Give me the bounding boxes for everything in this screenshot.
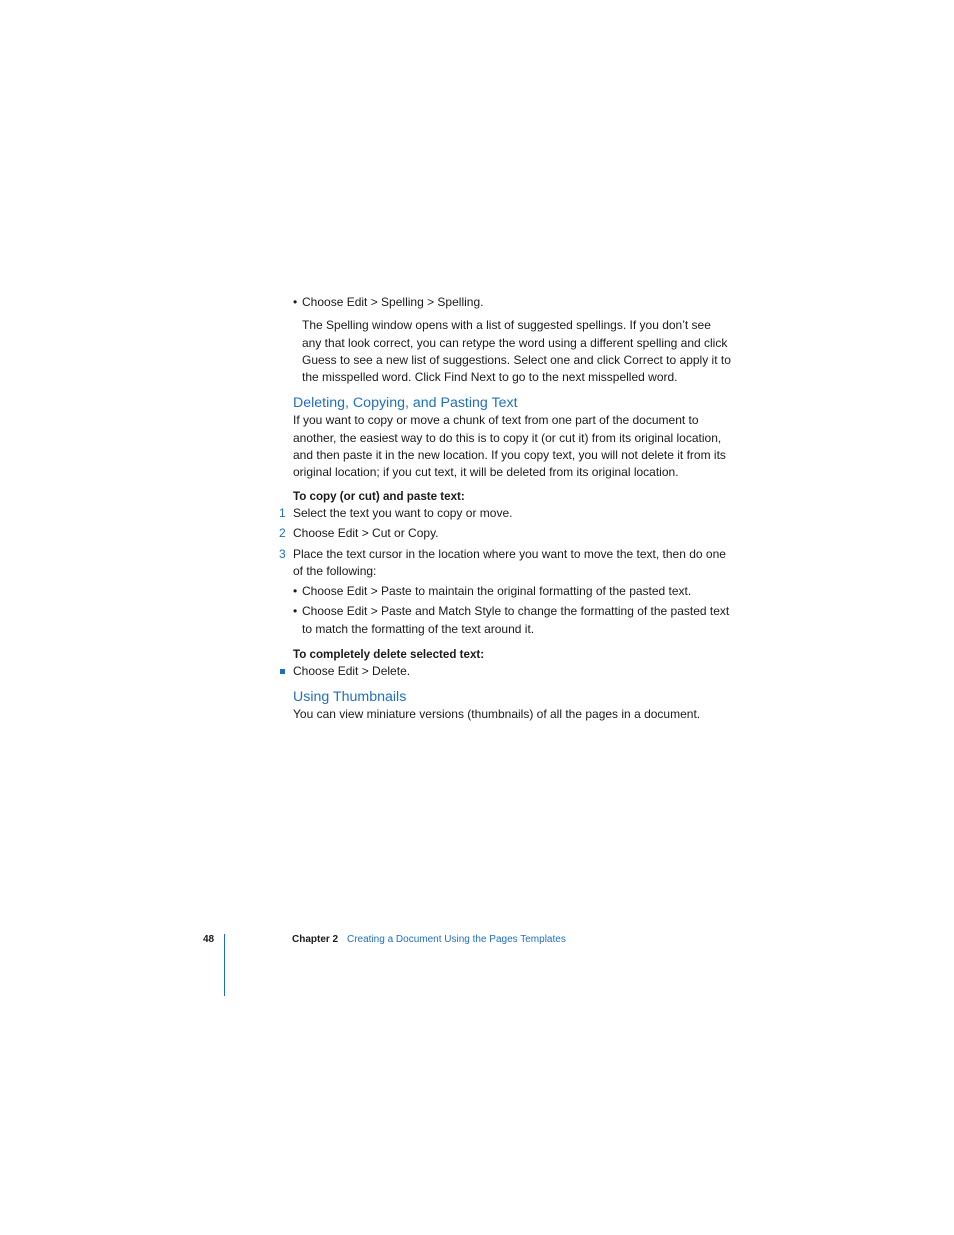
step-3 [279, 546, 733, 581]
bullet-dot-icon: • [293, 604, 298, 619]
step-number: 1 [279, 505, 286, 520]
sub-bullet-text: Choose Edit > Paste to maintain the original formatting of the pasted text. [302, 584, 692, 599]
page-number: 48 [203, 934, 215, 945]
step-number: 2 [279, 526, 286, 541]
step-text: Place the text cursor in the location where you want to move the text, then do one of the following: [293, 546, 726, 578]
spelling-bullet [293, 294, 733, 311]
bullet-dot-icon: • [293, 584, 298, 599]
section-paragraph-thumbnails: You can view miniature versions (thumbnails) of all the pages in a document. [293, 706, 701, 721]
sub-bullet-paste [293, 583, 733, 600]
bullet-dot-icon: • [293, 295, 298, 309]
footer-chapter-title: Creating a Document Using the Pages Templates [347, 934, 566, 945]
step-1 [279, 505, 733, 522]
footer-divider [224, 934, 225, 996]
square-bullet-icon [280, 669, 285, 674]
sub-bullet-text: Choose Edit > Paste and Match Style to change the formatting of the pasted text to match the formatting of the text around it. [302, 604, 730, 636]
step-number: 3 [279, 546, 286, 561]
page-body [279, 294, 733, 723]
task-title-delete: To completely delete selected text: [293, 648, 485, 662]
task-title-copy-paste: To copy (or cut) and paste text: [293, 489, 465, 503]
step-text: Select the text you want to copy or move. [293, 505, 513, 520]
delete-step [293, 663, 733, 680]
section-heading-deleting: Deleting, Copying, and Pasting Text [293, 395, 518, 412]
section-paragraph-deleting: If you want to copy or move a chunk of text from one part of the document to another, the easiest way to do this is to copy it (or cut it) from its original location, and then paste it in the new location. If you copy text, you will not delete it from its original location; if you cut text, it will be deleted from its original location. [293, 413, 726, 480]
footer-chapter-label: Chapter 2 [292, 934, 339, 945]
step-2 [279, 525, 733, 542]
spelling-bullet-text: Choose Edit > Spelling > Spelling. [302, 295, 484, 309]
sub-bullet-paste-match [293, 603, 733, 638]
spelling-paragraph: The Spelling window opens with a list of suggested spellings. If you don’t see any that look correct, you can retype the word using a different spelling and click Guess to see a new list of suggestions. Select one and click Correct to apply it to the misspelled word. Click Find Next to go to the next misspelled word. [302, 318, 731, 385]
section-heading-thumbnails: Using Thumbnails [293, 688, 407, 705]
step-text: Choose Edit > Cut or Copy. [293, 526, 439, 541]
step-text: Choose Edit > Delete. [293, 664, 411, 679]
